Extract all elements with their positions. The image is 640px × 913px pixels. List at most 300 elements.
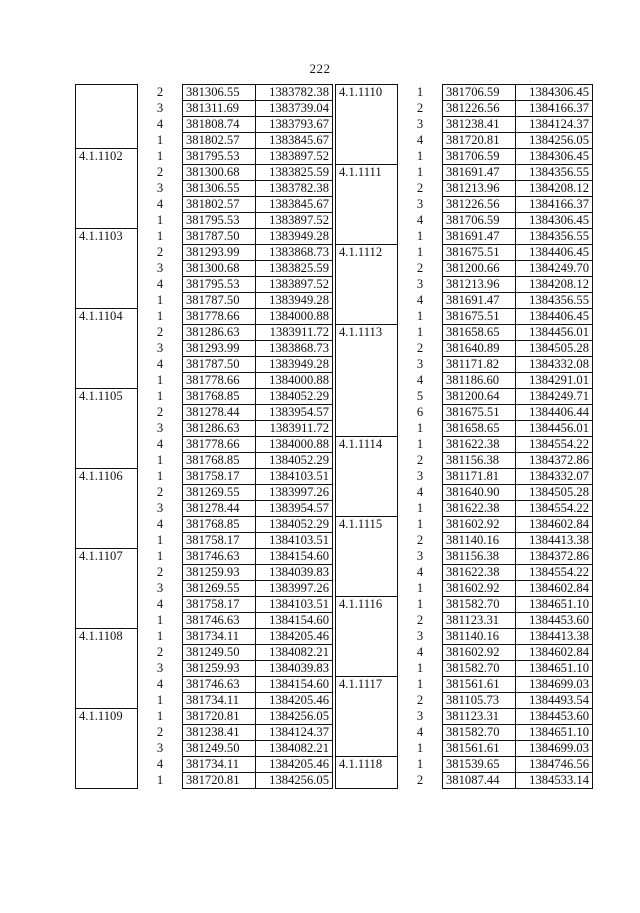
y-coordinate: 1384154.60 bbox=[256, 677, 333, 693]
x-coordinate: 381087.44 bbox=[443, 773, 516, 789]
x-coordinate: 381787.50 bbox=[183, 293, 256, 309]
parcel-label bbox=[336, 213, 398, 229]
parcel-label bbox=[336, 741, 398, 757]
parcel-label bbox=[76, 741, 138, 757]
point-number: 5 bbox=[416, 389, 424, 403]
parcel-label bbox=[76, 213, 138, 229]
parcel-label bbox=[76, 293, 138, 309]
parcel-label bbox=[336, 581, 398, 597]
table-row bbox=[76, 197, 333, 213]
y-coordinate: 1384256.05 bbox=[256, 709, 333, 725]
table-row bbox=[76, 133, 333, 149]
y-coordinate: 1384505.28 bbox=[516, 341, 593, 357]
point-number: 3 bbox=[156, 421, 164, 435]
point-number: 2 bbox=[416, 261, 424, 275]
x-coordinate: 381802.57 bbox=[183, 197, 256, 213]
parcel-label bbox=[336, 485, 398, 501]
point-number: 2 bbox=[156, 565, 164, 579]
table-row bbox=[336, 229, 593, 245]
parcel-label bbox=[76, 437, 138, 453]
point-number: 1 bbox=[416, 437, 424, 451]
x-coordinate: 381734.11 bbox=[183, 629, 256, 645]
parcel-label bbox=[76, 645, 138, 661]
y-coordinate: 1384000.88 bbox=[256, 437, 333, 453]
parcel-label bbox=[76, 325, 138, 341]
point-number: 1 bbox=[416, 597, 424, 611]
table-row bbox=[76, 101, 333, 117]
point-number: 2 bbox=[416, 613, 424, 627]
x-coordinate: 381640.90 bbox=[443, 485, 516, 501]
parcel-label bbox=[336, 149, 398, 165]
table-row bbox=[76, 645, 333, 661]
parcel-label: 4.1.1105 bbox=[76, 389, 138, 405]
table-row bbox=[76, 757, 333, 773]
table-row bbox=[76, 661, 333, 677]
x-coordinate: 381691.47 bbox=[443, 229, 516, 245]
table-row bbox=[76, 357, 333, 373]
table-row bbox=[336, 293, 593, 309]
y-coordinate: 1383793.67 bbox=[256, 117, 333, 133]
y-coordinate: 1384249.70 bbox=[516, 261, 593, 277]
table-row bbox=[76, 453, 333, 469]
parcel-label bbox=[76, 181, 138, 197]
x-coordinate: 381238.41 bbox=[183, 725, 256, 741]
point-number: 1 bbox=[156, 613, 164, 627]
table-row bbox=[76, 229, 333, 245]
y-coordinate: 1384306.45 bbox=[516, 85, 593, 101]
point-number: 2 bbox=[156, 165, 164, 179]
x-coordinate: 381213.96 bbox=[443, 277, 516, 293]
table-row bbox=[76, 405, 333, 421]
y-coordinate: 1384602.84 bbox=[516, 517, 593, 533]
x-coordinate: 381640.89 bbox=[443, 341, 516, 357]
point-number: 1 bbox=[156, 773, 164, 787]
y-coordinate: 1384356.55 bbox=[516, 293, 593, 309]
table-row bbox=[336, 309, 593, 325]
x-coordinate: 381622.38 bbox=[443, 437, 516, 453]
table-row bbox=[76, 565, 333, 581]
parcel-label bbox=[336, 773, 398, 789]
x-coordinate: 381156.38 bbox=[443, 549, 516, 565]
table-row bbox=[336, 149, 593, 165]
point-number: 1 bbox=[156, 149, 164, 163]
table-row bbox=[336, 613, 593, 629]
y-coordinate: 1384306.45 bbox=[516, 149, 593, 165]
parcel-label bbox=[76, 581, 138, 597]
y-coordinate: 1384256.05 bbox=[516, 133, 593, 149]
parcel-label bbox=[76, 117, 138, 133]
table-row bbox=[76, 117, 333, 133]
y-coordinate: 1384356.55 bbox=[516, 165, 593, 181]
x-coordinate: 381311.69 bbox=[183, 101, 256, 117]
table-row bbox=[336, 629, 593, 645]
x-coordinate: 381269.55 bbox=[183, 581, 256, 597]
y-coordinate: 1383911.72 bbox=[256, 421, 333, 437]
point-number: 3 bbox=[156, 581, 164, 595]
y-coordinate: 1384082.21 bbox=[256, 645, 333, 661]
point-number: 6 bbox=[416, 405, 424, 419]
x-coordinate: 381249.50 bbox=[183, 741, 256, 757]
y-coordinate: 1383897.52 bbox=[256, 277, 333, 293]
parcel-label bbox=[76, 357, 138, 373]
x-coordinate: 381226.56 bbox=[443, 197, 516, 213]
y-coordinate: 1384205.46 bbox=[256, 629, 333, 645]
y-coordinate: 1384332.07 bbox=[516, 469, 593, 485]
y-coordinate: 1384554.22 bbox=[516, 501, 593, 517]
x-coordinate: 381582.70 bbox=[443, 597, 516, 613]
point-number: 4 bbox=[416, 485, 424, 499]
y-coordinate: 1384406.45 bbox=[516, 245, 593, 261]
parcel-label bbox=[76, 277, 138, 293]
parcel-label bbox=[336, 533, 398, 549]
x-coordinate: 381758.17 bbox=[183, 469, 256, 485]
table-row bbox=[336, 677, 593, 693]
parcel-label bbox=[336, 661, 398, 677]
table-row bbox=[336, 517, 593, 533]
x-coordinate: 381140.16 bbox=[443, 629, 516, 645]
point-number: 1 bbox=[416, 581, 424, 595]
table-row bbox=[336, 661, 593, 677]
table-row bbox=[336, 485, 593, 501]
x-coordinate: 381768.85 bbox=[183, 453, 256, 469]
parcel-label bbox=[336, 693, 398, 709]
parcel-label: 4.1.1117 bbox=[336, 677, 398, 693]
x-coordinate: 381259.93 bbox=[183, 661, 256, 677]
point-number: 1 bbox=[416, 517, 424, 531]
x-coordinate: 381795.53 bbox=[183, 277, 256, 293]
x-coordinate: 381123.31 bbox=[443, 709, 516, 725]
point-number: 2 bbox=[156, 485, 164, 499]
point-number: 1 bbox=[156, 469, 164, 483]
parcel-label: 4.1.1108 bbox=[76, 629, 138, 645]
point-number: 1 bbox=[156, 453, 164, 467]
y-coordinate: 1383997.26 bbox=[256, 485, 333, 501]
x-coordinate: 381259.93 bbox=[183, 565, 256, 581]
parcel-label bbox=[336, 389, 398, 405]
point-number: 1 bbox=[156, 629, 164, 643]
x-coordinate: 381306.55 bbox=[183, 85, 256, 101]
point-number: 3 bbox=[156, 261, 164, 275]
x-coordinate: 381808.74 bbox=[183, 117, 256, 133]
table-row bbox=[76, 549, 333, 565]
table-row bbox=[336, 245, 593, 261]
parcel-label bbox=[76, 725, 138, 741]
y-coordinate: 1384154.60 bbox=[256, 613, 333, 629]
point-number: 1 bbox=[156, 309, 164, 323]
y-coordinate: 1384103.51 bbox=[256, 469, 333, 485]
point-number: 2 bbox=[416, 453, 424, 467]
table-row bbox=[336, 757, 593, 773]
point-number: 3 bbox=[416, 629, 424, 643]
y-coordinate: 1384039.83 bbox=[256, 565, 333, 581]
y-coordinate: 1383825.59 bbox=[256, 261, 333, 277]
parcel-label: 4.1.1104 bbox=[76, 309, 138, 325]
table-row bbox=[336, 693, 593, 709]
point-number: 1 bbox=[416, 245, 424, 259]
point-number: 3 bbox=[156, 101, 164, 115]
point-number: 3 bbox=[156, 741, 164, 755]
y-coordinate: 1383782.38 bbox=[256, 181, 333, 197]
table-row bbox=[336, 645, 593, 661]
y-coordinate: 1384456.01 bbox=[516, 325, 593, 341]
point-number: 1 bbox=[156, 133, 164, 147]
x-coordinate: 381306.55 bbox=[183, 181, 256, 197]
table-row bbox=[76, 373, 333, 389]
table-row bbox=[336, 341, 593, 357]
table-row bbox=[336, 437, 593, 453]
y-coordinate: 1384651.10 bbox=[516, 597, 593, 613]
x-coordinate: 381602.92 bbox=[443, 645, 516, 661]
table-row bbox=[336, 469, 593, 485]
parcel-label bbox=[76, 485, 138, 501]
point-number: 4 bbox=[416, 293, 424, 307]
table-row bbox=[76, 181, 333, 197]
y-coordinate: 1384406.44 bbox=[516, 405, 593, 421]
y-coordinate: 1384332.08 bbox=[516, 357, 593, 373]
point-number: 4 bbox=[156, 437, 164, 451]
parcel-label bbox=[76, 501, 138, 517]
x-coordinate: 381238.41 bbox=[443, 117, 516, 133]
parcel-label bbox=[336, 181, 398, 197]
parcel-label: 4.1.1116 bbox=[336, 597, 398, 613]
y-coordinate: 1384154.60 bbox=[256, 549, 333, 565]
parcel-label bbox=[336, 261, 398, 277]
point-number: 3 bbox=[156, 181, 164, 195]
y-coordinate: 1384602.84 bbox=[516, 581, 593, 597]
parcel-label bbox=[336, 357, 398, 373]
y-coordinate: 1384052.29 bbox=[256, 453, 333, 469]
y-coordinate: 1384052.29 bbox=[256, 389, 333, 405]
y-coordinate: 1383997.26 bbox=[256, 581, 333, 597]
x-coordinate: 381778.66 bbox=[183, 309, 256, 325]
point-number: 1 bbox=[416, 421, 424, 435]
page-number: 222 bbox=[309, 61, 331, 76]
y-coordinate: 1384208.12 bbox=[516, 181, 593, 197]
table-row bbox=[76, 629, 333, 645]
parcel-label bbox=[76, 133, 138, 149]
y-coordinate: 1384554.22 bbox=[516, 437, 593, 453]
parcel-label bbox=[76, 261, 138, 277]
point-number: 1 bbox=[416, 149, 424, 163]
x-coordinate: 381795.53 bbox=[183, 213, 256, 229]
x-coordinate: 381293.99 bbox=[183, 245, 256, 261]
y-coordinate: 1384413.38 bbox=[516, 533, 593, 549]
y-coordinate: 1383845.67 bbox=[256, 133, 333, 149]
table-row bbox=[336, 565, 593, 581]
y-coordinate: 1384000.88 bbox=[256, 373, 333, 389]
x-coordinate: 381602.92 bbox=[443, 517, 516, 533]
y-coordinate: 1384602.84 bbox=[516, 645, 593, 661]
point-number: 4 bbox=[416, 725, 424, 739]
parcel-label: 4.1.1114 bbox=[336, 437, 398, 453]
table-row bbox=[336, 405, 593, 421]
point-number: 2 bbox=[416, 693, 424, 707]
table-row bbox=[336, 117, 593, 133]
parcel-label bbox=[76, 405, 138, 421]
x-coordinate: 381720.81 bbox=[443, 133, 516, 149]
x-coordinate: 381778.66 bbox=[183, 373, 256, 389]
point-number: 1 bbox=[416, 229, 424, 243]
x-coordinate: 381213.96 bbox=[443, 181, 516, 197]
point-number: 3 bbox=[156, 661, 164, 675]
table-row bbox=[76, 213, 333, 229]
x-coordinate: 381746.63 bbox=[183, 549, 256, 565]
parcel-label bbox=[76, 693, 138, 709]
table-row bbox=[336, 101, 593, 117]
parcel-label bbox=[76, 197, 138, 213]
point-number: 4 bbox=[416, 133, 424, 147]
table-row bbox=[76, 613, 333, 629]
table-row bbox=[76, 741, 333, 757]
parcel-label bbox=[336, 709, 398, 725]
point-number: 2 bbox=[416, 181, 424, 195]
table-row bbox=[76, 149, 333, 165]
y-coordinate: 1384505.28 bbox=[516, 485, 593, 501]
point-number: 1 bbox=[156, 293, 164, 307]
x-coordinate: 381691.47 bbox=[443, 293, 516, 309]
table-row bbox=[76, 325, 333, 341]
y-coordinate: 1384208.12 bbox=[516, 277, 593, 293]
table-row bbox=[76, 389, 333, 405]
y-coordinate: 1383949.28 bbox=[256, 357, 333, 373]
point-number: 4 bbox=[156, 117, 164, 131]
x-coordinate: 381269.55 bbox=[183, 485, 256, 501]
table-row bbox=[76, 709, 333, 725]
x-coordinate: 381734.11 bbox=[183, 757, 256, 773]
point-number: 1 bbox=[156, 213, 164, 227]
x-coordinate: 381561.61 bbox=[443, 741, 516, 757]
point-number: 1 bbox=[156, 229, 164, 243]
y-coordinate: 1384103.51 bbox=[256, 533, 333, 549]
y-coordinate: 1384205.46 bbox=[256, 693, 333, 709]
y-coordinate: 1384651.10 bbox=[516, 725, 593, 741]
x-coordinate: 381795.53 bbox=[183, 149, 256, 165]
point-number: 1 bbox=[156, 389, 164, 403]
y-coordinate: 1384493.54 bbox=[516, 693, 593, 709]
x-coordinate: 381734.11 bbox=[183, 693, 256, 709]
x-coordinate: 381200.64 bbox=[443, 389, 516, 405]
y-coordinate: 1383954.57 bbox=[256, 501, 333, 517]
parcel-label bbox=[336, 549, 398, 565]
parcel-label bbox=[76, 453, 138, 469]
point-number: 3 bbox=[156, 501, 164, 515]
parcel-label bbox=[76, 757, 138, 773]
x-coordinate: 381249.50 bbox=[183, 645, 256, 661]
table-row bbox=[76, 501, 333, 517]
x-coordinate: 381123.31 bbox=[443, 613, 516, 629]
parcel-label bbox=[336, 117, 398, 133]
table-row bbox=[336, 533, 593, 549]
parcel-label bbox=[336, 453, 398, 469]
point-number: 1 bbox=[416, 85, 424, 99]
parcel-label bbox=[336, 725, 398, 741]
x-coordinate: 381156.38 bbox=[443, 453, 516, 469]
table-row bbox=[336, 165, 593, 181]
y-coordinate: 1384699.03 bbox=[516, 677, 593, 693]
point-number: 1 bbox=[416, 165, 424, 179]
table-row bbox=[76, 485, 333, 501]
parcel-label bbox=[336, 229, 398, 245]
x-coordinate: 381582.70 bbox=[443, 725, 516, 741]
point-number: 2 bbox=[156, 645, 164, 659]
parcel-label bbox=[336, 565, 398, 581]
y-coordinate: 1384000.88 bbox=[256, 309, 333, 325]
parcel-label: 4.1.1102 bbox=[76, 149, 138, 165]
x-coordinate: 381675.51 bbox=[443, 309, 516, 325]
y-coordinate: 1383954.57 bbox=[256, 405, 333, 421]
y-coordinate: 1384205.46 bbox=[256, 757, 333, 773]
x-coordinate: 381293.99 bbox=[183, 341, 256, 357]
y-coordinate: 1384453.60 bbox=[516, 613, 593, 629]
coordinates-table-left bbox=[75, 84, 333, 789]
point-number: 1 bbox=[416, 757, 424, 771]
y-coordinate: 1383868.73 bbox=[256, 245, 333, 261]
parcel-label: 4.1.1107 bbox=[76, 549, 138, 565]
x-coordinate: 381720.81 bbox=[183, 773, 256, 789]
table-row bbox=[336, 421, 593, 437]
point-number: 2 bbox=[156, 725, 164, 739]
parcel-label bbox=[76, 597, 138, 613]
y-coordinate: 1383897.52 bbox=[256, 149, 333, 165]
y-coordinate: 1384256.05 bbox=[256, 773, 333, 789]
parcel-label: 4.1.1103 bbox=[76, 229, 138, 245]
y-coordinate: 1384406.45 bbox=[516, 309, 593, 325]
parcel-label: 4.1.1110 bbox=[336, 85, 398, 101]
point-number: 3 bbox=[416, 469, 424, 483]
point-number: 1 bbox=[416, 501, 424, 515]
y-coordinate: 1384166.37 bbox=[516, 197, 593, 213]
y-coordinate: 1383845.67 bbox=[256, 197, 333, 213]
table-row bbox=[76, 533, 333, 549]
y-coordinate: 1383782.38 bbox=[256, 85, 333, 101]
table-row bbox=[336, 725, 593, 741]
x-coordinate: 381658.65 bbox=[443, 325, 516, 341]
point-number: 4 bbox=[416, 565, 424, 579]
x-coordinate: 381787.50 bbox=[183, 229, 256, 245]
parcel-label bbox=[76, 533, 138, 549]
table-row bbox=[336, 453, 593, 469]
point-number: 4 bbox=[156, 357, 164, 371]
point-number: 4 bbox=[156, 197, 164, 211]
table-row bbox=[336, 741, 593, 757]
parcel-label: 4.1.1111 bbox=[336, 165, 398, 181]
y-coordinate: 1384554.22 bbox=[516, 565, 593, 581]
y-coordinate: 1384413.38 bbox=[516, 629, 593, 645]
y-coordinate: 1384699.03 bbox=[516, 741, 593, 757]
table-row bbox=[76, 309, 333, 325]
x-coordinate: 381561.61 bbox=[443, 677, 516, 693]
table-row bbox=[336, 549, 593, 565]
y-coordinate: 1383897.52 bbox=[256, 213, 333, 229]
point-number: 2 bbox=[156, 245, 164, 259]
y-coordinate: 1384453.60 bbox=[516, 709, 593, 725]
parcel-label bbox=[336, 501, 398, 517]
parcel-label bbox=[76, 565, 138, 581]
point-number: 1 bbox=[416, 325, 424, 339]
table-row bbox=[336, 197, 593, 213]
x-coordinate: 381602.92 bbox=[443, 581, 516, 597]
point-number: 2 bbox=[416, 533, 424, 547]
parcel-label bbox=[336, 373, 398, 389]
parcel-label bbox=[336, 197, 398, 213]
x-coordinate: 381706.59 bbox=[443, 213, 516, 229]
point-number: 2 bbox=[156, 85, 164, 99]
x-coordinate: 381278.44 bbox=[183, 405, 256, 421]
x-coordinate: 381691.47 bbox=[443, 165, 516, 181]
x-coordinate: 381300.68 bbox=[183, 261, 256, 277]
x-coordinate: 381802.57 bbox=[183, 133, 256, 149]
y-coordinate: 1384651.10 bbox=[516, 661, 593, 677]
